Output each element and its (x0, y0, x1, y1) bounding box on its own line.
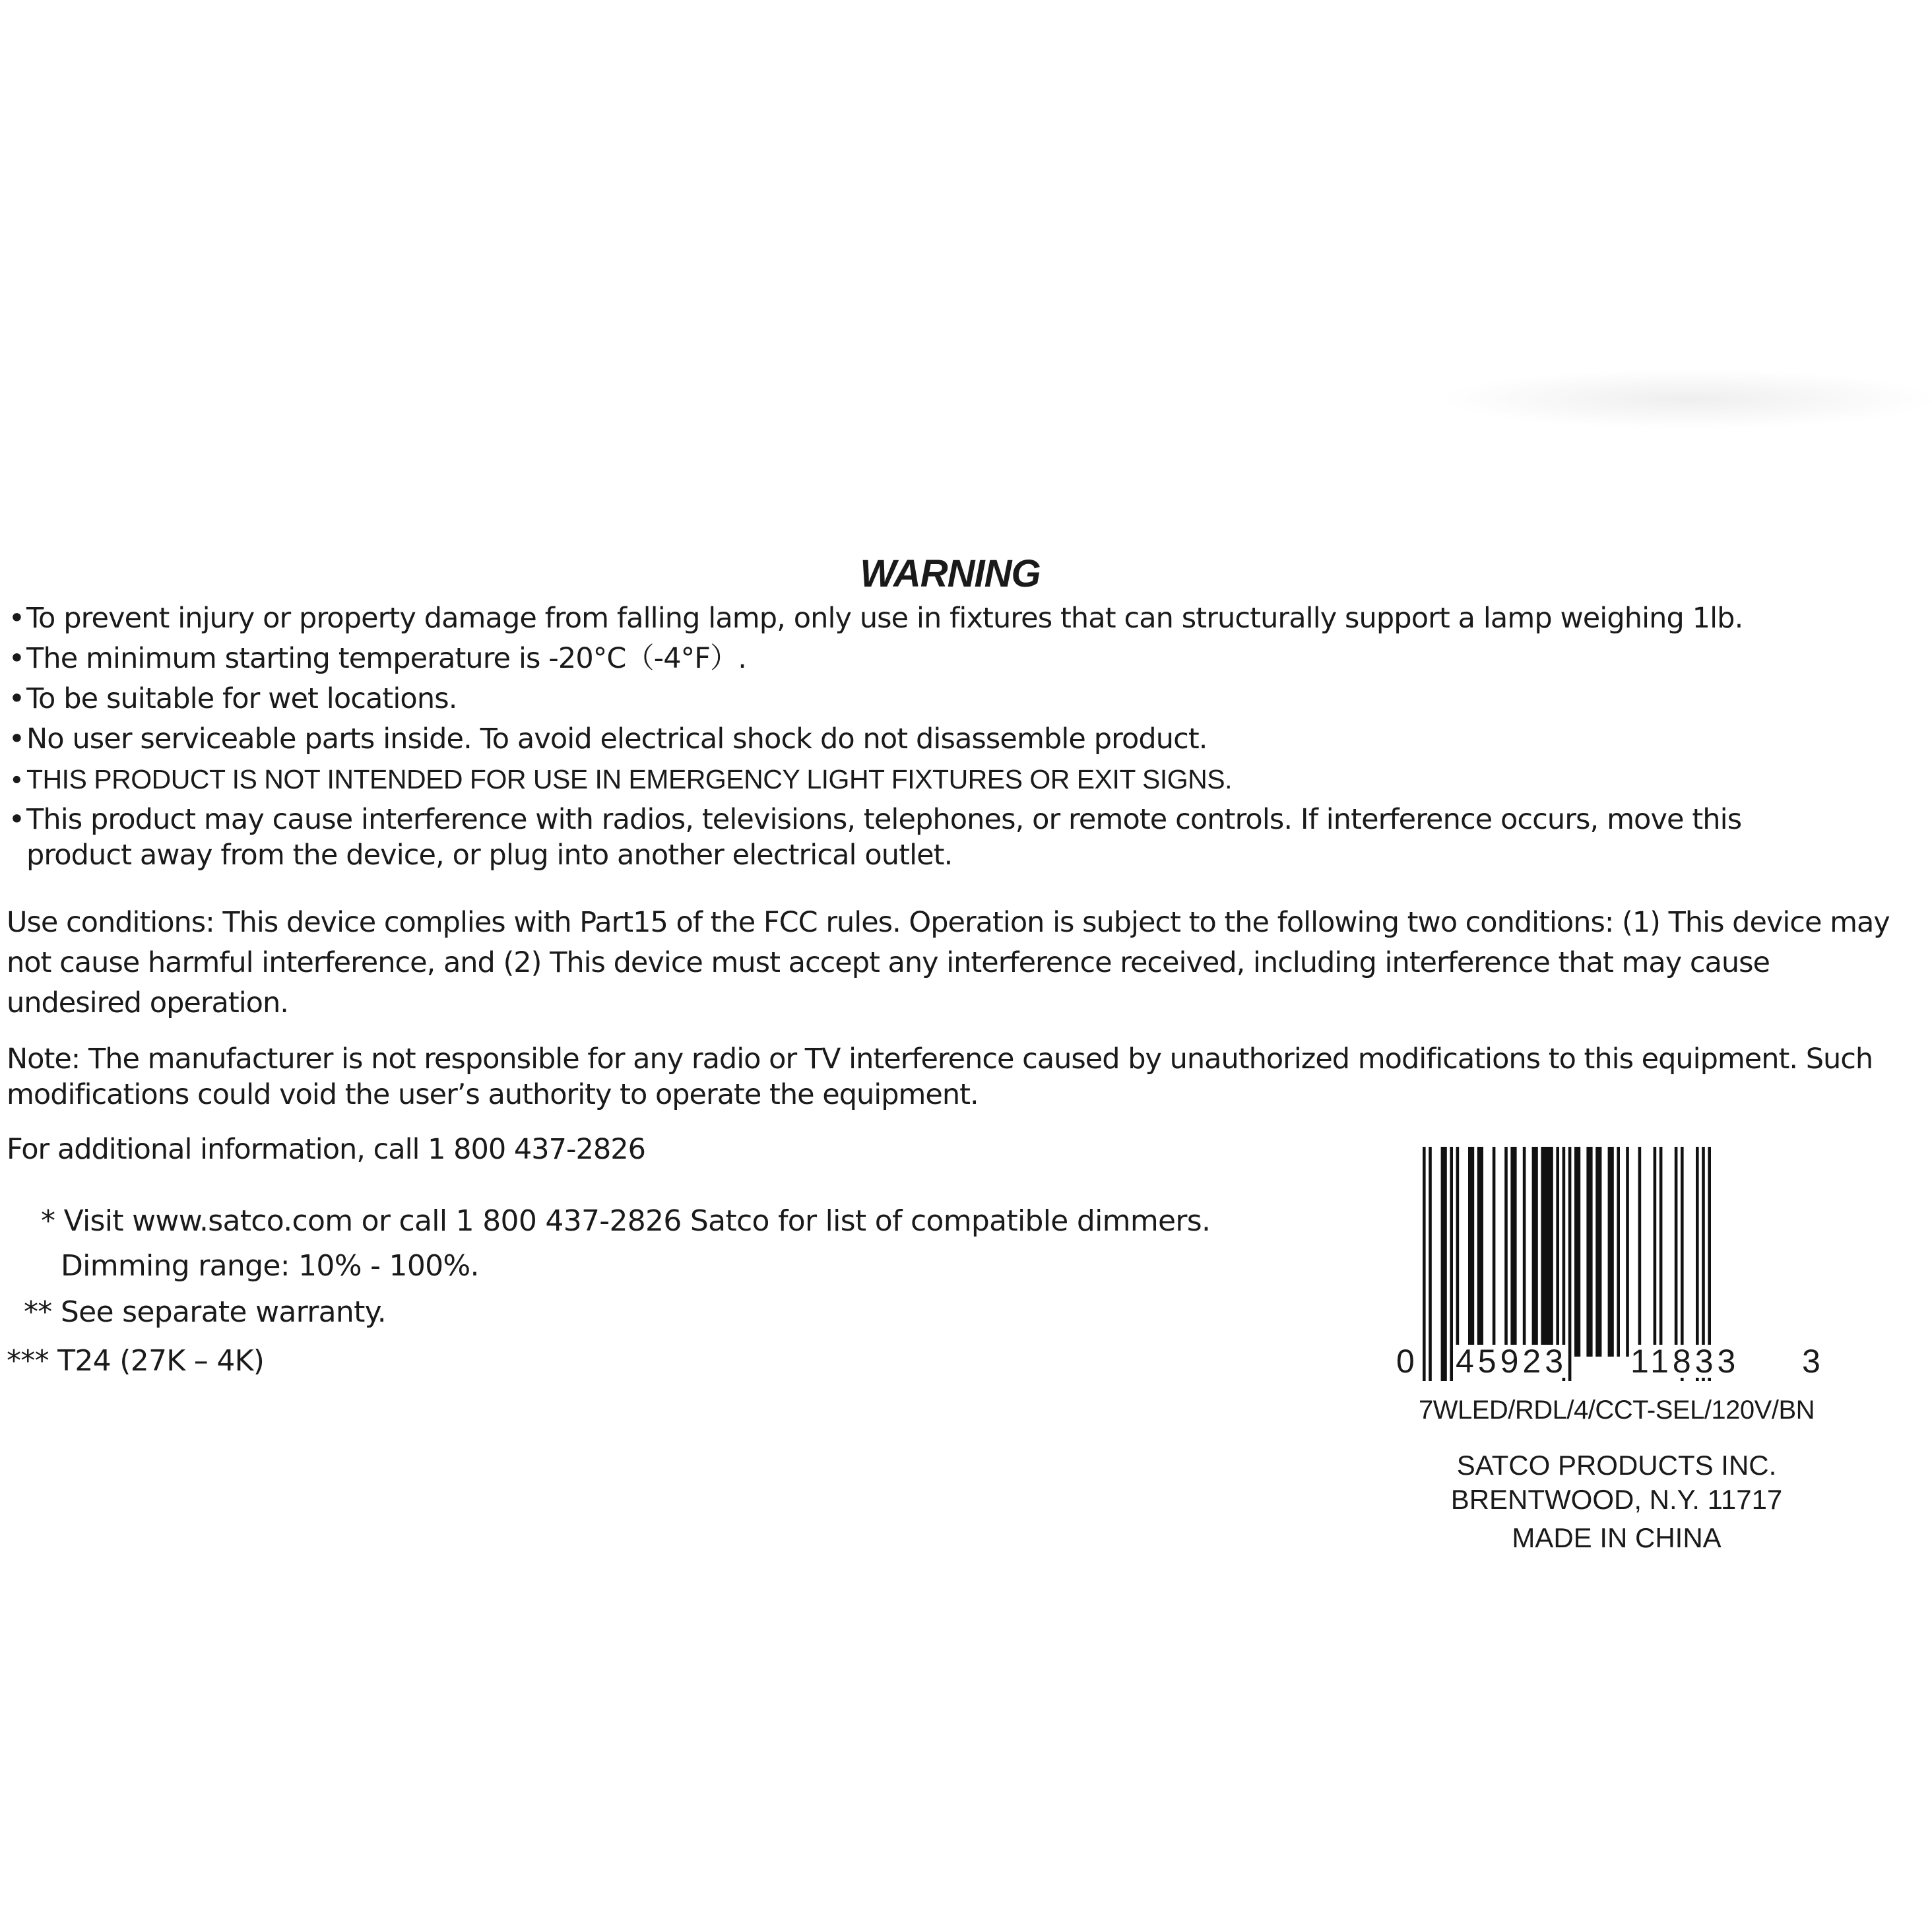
barcode-bar (1532, 1147, 1538, 1357)
bullet-icon: • (8, 642, 25, 675)
barcode (1396, 1147, 1824, 1391)
barcode-bar (1654, 1147, 1657, 1357)
warning-item (7, 641, 1907, 676)
manufacturer-block (1353, 1448, 1881, 1555)
warning-item-text: To be suitable for wet locations. (26, 682, 457, 715)
warning-item (7, 802, 1907, 873)
warning-item-text: This product may cause interference with radios, televisions, telephones, or remote controls. If interference occurs, move this product away from the device, or plug into another electrical outlet. (26, 803, 1742, 872)
barcode-bar (1477, 1147, 1483, 1357)
manufacturer-origin: MADE IN CHINA (1512, 1522, 1722, 1553)
warning-item-text: No user serviceable parts inside. To avoid electrical shock do not disassemble product. (26, 723, 1208, 756)
barcode-bar (1568, 1147, 1572, 1381)
barcode-digit-left: 0 (1396, 1343, 1419, 1380)
barcode-bar (1626, 1147, 1629, 1357)
barcode-bar (1586, 1147, 1592, 1357)
barcode-bar (1659, 1147, 1663, 1357)
manufacturer-address: BRENTWOOD, N.Y. 11717 (1450, 1484, 1783, 1515)
warning-item (7, 761, 1907, 797)
manufacturer-name: SATCO PRODUCTS INC. (1456, 1450, 1777, 1481)
barcode-bar (1493, 1147, 1496, 1357)
bullet-icon: • (8, 723, 25, 756)
barcode-bar (1510, 1147, 1516, 1357)
bullet-icon: • (8, 803, 25, 836)
note-paragraph: Note: The manufacturer is not responsible for any radio or TV interference caused by unauthorized modifications to this equipment. Such modifications could void the user’s authority to operate the equipment. (7, 1043, 1873, 1111)
warning-item-text: To prevent injury or property damage from falling lamp, only use in fixtures that can structurally support a lamp weighing 1lb. (26, 602, 1743, 635)
barcode-bar (1423, 1147, 1426, 1381)
warning-item (7, 681, 1907, 717)
barcode-bar (1574, 1147, 1580, 1357)
additional-info-line: For additional information, call 1 800 437-2826 (7, 1133, 645, 1166)
barcode-group-left: 45923 (1456, 1343, 1568, 1380)
barcode-bar (1675, 1147, 1678, 1357)
bullet-icon: • (12, 764, 21, 794)
barcode-bar (1556, 1147, 1559, 1357)
model-number: 7WLED/RDL/4/CCT-SEL/120V/BN (1418, 1396, 1815, 1425)
barcode-group-right: 11833 (1630, 1343, 1740, 1380)
glare-reflection (1438, 370, 1932, 429)
barcode-bar (1468, 1147, 1474, 1357)
barcode-bar (1441, 1147, 1447, 1381)
warning-item (7, 600, 1907, 636)
barcode-bar (1456, 1147, 1460, 1357)
bullet-icon: • (8, 682, 25, 715)
warning-item-text: THIS PRODUCT IS NOT INTENDED FOR USE IN EMERGENCY LIGHT FIXTURES OR EXIT SIGNS. (26, 764, 1233, 794)
barcode-bar (1617, 1147, 1620, 1357)
warranty-footnote: ** See separate warranty. (24, 1295, 387, 1329)
barcode-bar (1450, 1147, 1453, 1381)
dimming-range-footnote: Dimming range: 10% - 100%. (61, 1249, 479, 1283)
barcode-digit-right: 3 (1802, 1343, 1824, 1380)
barcode-bar (1429, 1147, 1432, 1381)
use-conditions-paragraph: Use conditions: This device complies with Part15 of the FCC rules. Operation is subject to the following two conditions: (1) This device may not cause harmful interference, and (2) This device must accept any interference received, including interference that may cause undesired operation. (7, 906, 1890, 1019)
t24-footnote: *** T24 (27K – 4K) (7, 1344, 265, 1378)
barcode-bar (1595, 1147, 1601, 1357)
warning-list (7, 600, 1907, 878)
barcode-bar (1523, 1147, 1526, 1357)
barcode-bar (1608, 1147, 1614, 1357)
barcode-bar (1504, 1147, 1508, 1357)
barcode-bar (1541, 1147, 1553, 1357)
warning-title: WARNING (860, 552, 1041, 595)
barcode-bar (1638, 1147, 1642, 1357)
warning-item (7, 721, 1907, 757)
bullet-icon: • (8, 602, 25, 635)
warning-item-text: The minimum starting temperature is -20°C（-4°F）. (26, 642, 746, 675)
dimmers-footnote: * Visit www.satco.com or call 1 800 437-2826 Satco for list of compatible dimmers. (41, 1204, 1211, 1238)
